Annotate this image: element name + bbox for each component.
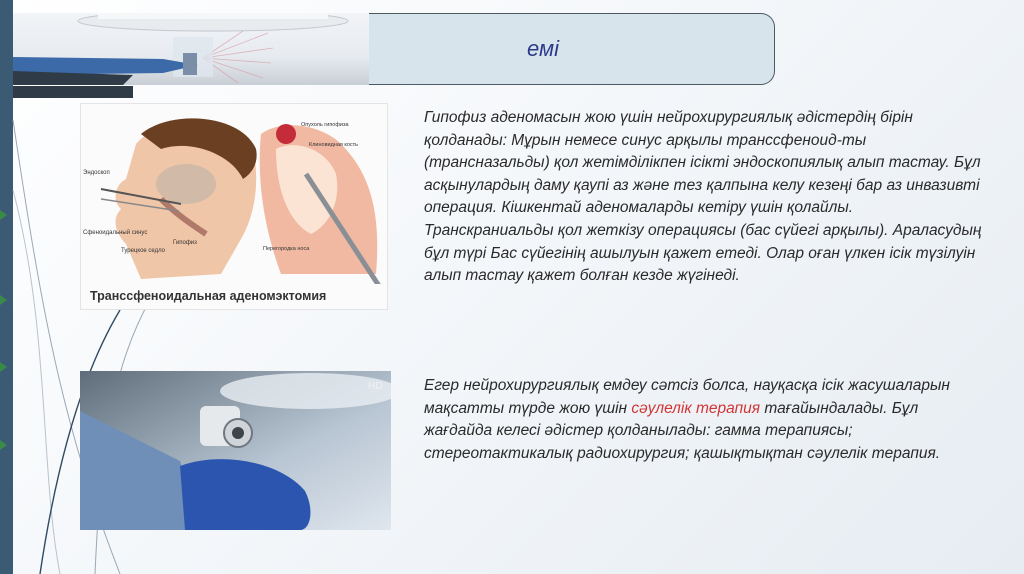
adenomectomy-illustration bbox=[80, 103, 388, 310]
label-sella: Турецкое седло bbox=[121, 248, 166, 254]
label-endoscope: Эндоскоп bbox=[83, 170, 110, 176]
left-accent-bar bbox=[0, 0, 13, 574]
surgery-banner-photo bbox=[13, 13, 370, 85]
arrow-icon bbox=[0, 440, 7, 450]
video-watermark: HD bbox=[368, 381, 383, 392]
banner-shadow-strip bbox=[13, 86, 133, 98]
paragraph-radiotherapy-end: тағайындалады. Бұл жағдайда келесі әдістер қолданылады: гамма терапиясы; стереотактикалық радиохирургия; қашықтықтан сәулелік терапия. bbox=[424, 399, 941, 462]
illustration-caption: Транссфеноидальная аденомэктомия bbox=[90, 289, 327, 303]
label-pituitary: Гипофиз bbox=[173, 240, 197, 246]
radiotherapy-highlight: сәулелік терапия bbox=[631, 399, 761, 417]
label-tumor: Опухоль гипофиза bbox=[301, 122, 349, 128]
slide-title: емі bbox=[527, 36, 559, 61]
label-septum: Перегородка носа bbox=[263, 246, 310, 252]
paragraph-radiotherapy bbox=[424, 375, 984, 465]
paragraph-surgery-methods: Гипофиз аденомасын жою үшін нейрохирургиялық әдістердің бірін қолданады: Мұрын немесе синус арқылы транссфеноид-ты (трансназальды) қол жетімділікпен ісікті эндоскопиялық алып тастау. Бұл асқынулардың даму қаупі аз және тез қалпына келу кезеңі бар аз инвазивті операция. Кішкентай аденомаларды кетіру үшін қолайлы. Транскраниальды қол жеткізу операциясы (бас сүйегі арқылы). Араласудың бұл түрі Бас сүйегінің ашылуын қажет етеді. Олар оған үлкен ісік түзілуін алып тастау қажет болған кезде жүгінеді. bbox=[424, 109, 982, 285]
radiotherapy-photo bbox=[80, 371, 391, 530]
arrow-icon bbox=[0, 295, 7, 305]
label-bone: Клиновидная кость bbox=[309, 142, 359, 148]
label-sphenoid-sinus: Сфеноидальный синус bbox=[83, 230, 148, 236]
title-box bbox=[369, 13, 775, 85]
arrow-icon bbox=[0, 210, 7, 220]
arrow-icon bbox=[0, 362, 7, 372]
paragraph-radiotherapy-start: Егер нейрохирургиялық емдеу сәтсіз болса, науқасқа ісік жасушаларын мақсатты түрде жою үшін bbox=[424, 377, 950, 417]
